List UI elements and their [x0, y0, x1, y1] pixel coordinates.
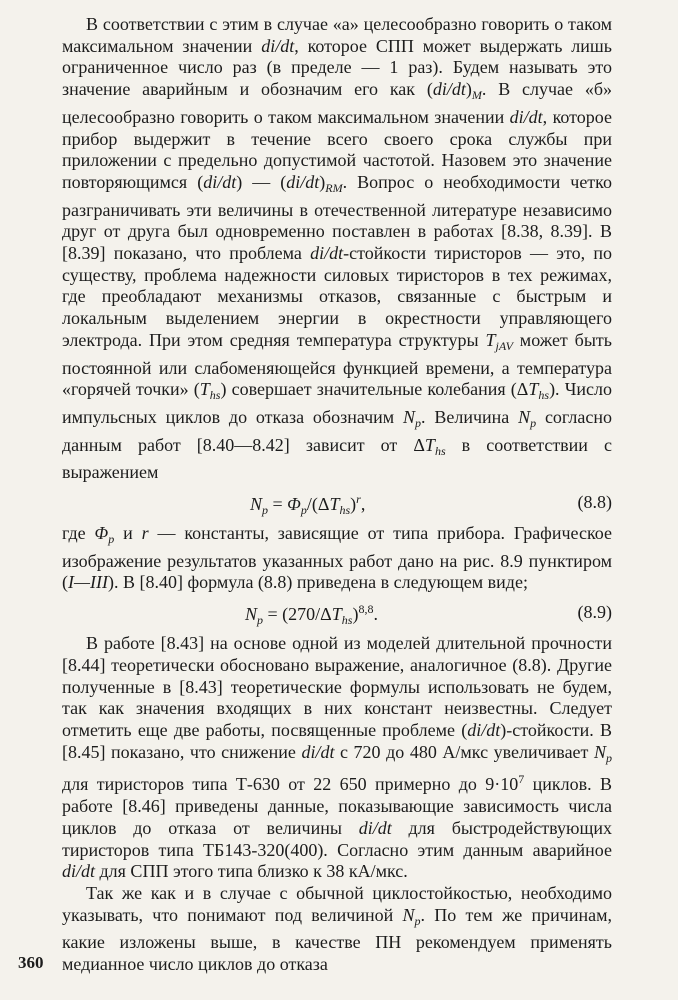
paragraph-4: Так же как и в случае с обычной циклостойкостью, необходимо указывать, что понимают под величиной $N_p$. По тем же причинам, какие изложены выше, в качестве ПН рекомендуем применять медианное число циклов до отказа — [62, 882, 612, 975]
formula-8-8-number: (8.8) — [577, 492, 612, 513]
formula-8-8 — [62, 488, 612, 519]
formula-8-8-expression: $N_p = \Phi_p/(\Delta T_{hs})^r$, — [250, 492, 366, 518]
page-number: 360 — [18, 953, 44, 972]
formula-8-9-expression: $N_p = (270/\Delta T_{hs})^{8,8}$. — [245, 602, 378, 628]
paragraph-3: В работе [8.43] на основе одной из моделей длительной прочности [8.44] теоретически обосновано выражение, аналогичное (8.8). Другие полученные в [8.43] теоретические формулы использовать не будем, так как значения входящих в них констант неизвестны. Следует отметить еще две работы, посвященные проблеме (di/dt)-стойкости. В [8.45] показано, что снижение di/dt с 720 до 480 А/мкс увеличивает $N_p$ для тиристоров типа Т-630 от 22 650 примерно до $9\cdot 10^7$ циклов. В работе [8.46] приведены данные, показывающие зависимость числа циклов до отказа от величины di/dt для быстродействующих тиристоров типа ТБ143-320(400). Согласно этим данным аварийное di/dt для СПП этого типа близко к 38 кА/мкс. — [62, 633, 613, 882]
paragraph-1: В соответствии с этим в случае «а» целесообразно говорить о таком максимальном значении di/dt, которое СПП может выдержать лишь ограниченное число раз (в пределе — 1 раз). Будем называть это значение аварийным и обозначим его как $(di/dt)_M$. В случае «б» целесообразно говорить о таком максимальном значении di/dt, которое прибор выдержит в течение всего своего срока службы при приложении с предельно допустимой частотой. Назовем это значение повторяющимся (di/dt) — $(di/dt)_{RM}$. Вопрос о необходимости четко разграничивать эти величины в отечественной литературе независимо друг от друга был одновременно поставлен в работах [8.38, 8.39]. В [8.39] показано, что проблема di/dt-стойкости тиристоров — это, по существу, проблема надежности силовых тиристоров в тех режимах, где преобладают механизмы отказов, связанные с быстрым и локальным выделением энергии в окрестности управляющего электрода. При этом средняя температура структуры $T_{jAV}$ может быть постоянной или слабоменяющейся функцией времени, а температура «горячей точки» $(T_{hs})$ совершает значительные колебания $(\Delta T_{hs})$. Число импульсных циклов до отказа обозначим $N_p$. Величина $N_p$ согласно данным работ [8.40—8.42] зависит от $\Delta T_{hs}$ в соответствии с выражением — [62, 14, 613, 483]
formula-8-9 — [62, 598, 612, 629]
paragraph-2: где $\Phi_p$ и r — константы, зависящие от типа прибора. Графическое изображение результатов указанных работ дано на рис. 8.9 пунктиром (I—III). В [8.40] формула (8.8) приведена в следующем виде; — [62, 523, 612, 593]
formula-8-9-number: (8.9) — [577, 602, 612, 623]
